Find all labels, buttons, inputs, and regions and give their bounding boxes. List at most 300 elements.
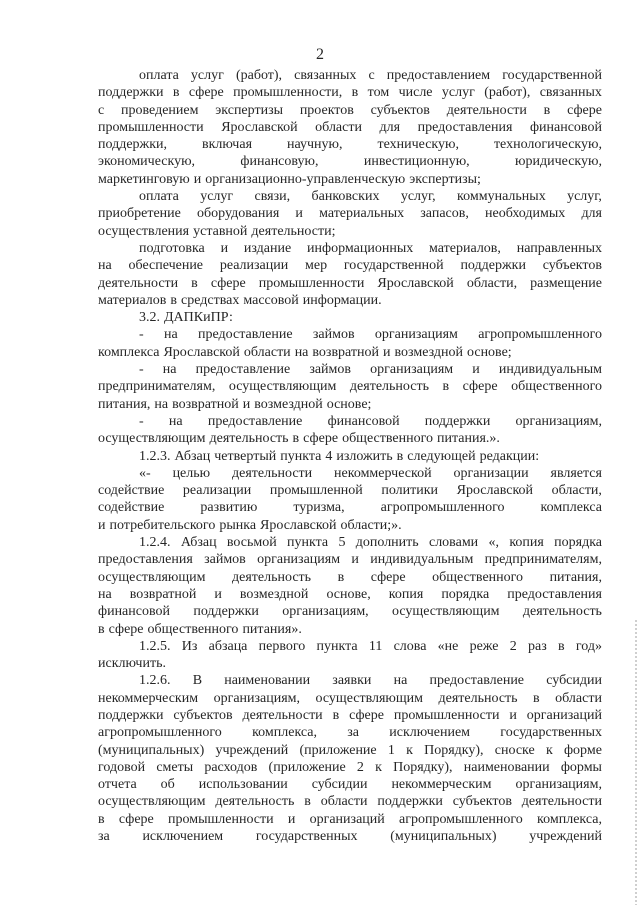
word: в — [191, 275, 198, 291]
word: государственных — [500, 725, 602, 741]
text-line — [98, 828, 602, 845]
word: индивидуальным — [498, 362, 602, 378]
word: Ярославской — [260, 517, 337, 533]
word: годовой — [98, 759, 146, 775]
text-line — [98, 102, 602, 119]
word: в — [332, 707, 340, 723]
word: потребительского — [109, 517, 216, 533]
word: исключить. — [98, 656, 166, 672]
word: области, — [466, 275, 518, 291]
word: реже — [469, 638, 499, 654]
word: пункта — [280, 448, 322, 464]
word: связанных — [294, 68, 357, 83]
text-line — [98, 361, 602, 378]
word: Порядку), — [424, 742, 484, 758]
text-line — [98, 465, 602, 482]
word: области — [243, 344, 291, 360]
word: деятельность — [232, 569, 312, 585]
word: 2 — [356, 759, 364, 775]
text-line — [98, 153, 602, 170]
word: возмездной — [254, 396, 323, 412]
text-line — [98, 448, 602, 465]
word: сфере — [462, 379, 498, 395]
text-line — [98, 672, 602, 689]
word: учреждений — [529, 829, 602, 845]
word: включая — [201, 137, 253, 153]
text-line — [98, 707, 602, 724]
word: - — [139, 327, 144, 343]
word: обеспечение — [128, 258, 204, 274]
word: в — [557, 638, 565, 654]
word: проектов — [299, 102, 354, 118]
text-line — [98, 67, 602, 84]
word: целью — [172, 465, 211, 481]
word: промышленности — [393, 707, 500, 723]
word: информационных — [307, 240, 414, 256]
word: области — [555, 690, 602, 706]
word: 1 — [387, 742, 395, 758]
word: организациям, — [515, 413, 602, 429]
word: организациям — [257, 552, 341, 568]
word: области, — [551, 483, 602, 499]
word: ДАПКиПР: — [164, 310, 233, 326]
word: организациям — [374, 327, 458, 343]
text-line — [98, 811, 602, 828]
word: возвратной — [129, 586, 197, 602]
word: словами — [428, 535, 479, 551]
word: некоммерческим — [391, 777, 492, 793]
word: исключением — [142, 829, 224, 845]
word: оборудования — [197, 206, 280, 222]
word: комплекса — [98, 344, 160, 360]
word: технологическую, — [493, 137, 602, 153]
word: оплата — [139, 189, 179, 205]
text-line — [98, 621, 602, 638]
text-line — [98, 119, 602, 136]
word: деятельности; — [251, 223, 336, 239]
word: порядка — [441, 586, 490, 602]
text-line — [98, 655, 602, 672]
word: в — [170, 292, 177, 308]
word: учреждений — [215, 742, 289, 758]
text-line — [98, 378, 602, 395]
word: порядка — [554, 535, 602, 551]
word: и — [242, 396, 251, 412]
word: необходимых — [485, 206, 566, 222]
word: экспертизы; — [409, 171, 481, 187]
text-line — [98, 171, 602, 188]
word: основе; — [467, 344, 512, 360]
word: и — [295, 206, 303, 222]
word: в — [337, 569, 345, 585]
word: отчета — [98, 777, 137, 793]
word: Ярославской — [456, 483, 534, 499]
word: с — [368, 68, 375, 83]
word: В — [192, 673, 203, 689]
word: поддержки — [460, 258, 526, 274]
word: следующей — [407, 448, 476, 464]
word: Ярославской — [221, 119, 298, 135]
word: реализации — [182, 483, 252, 499]
text-line — [98, 499, 602, 516]
word: для — [581, 206, 602, 222]
text-line — [98, 482, 602, 499]
text-line — [98, 586, 602, 603]
word: поддержки — [193, 604, 259, 620]
word: индивидуальным — [370, 552, 474, 568]
word: организациям, — [515, 777, 602, 793]
word: Из — [181, 638, 198, 654]
word: использовании — [198, 777, 288, 793]
word: возмездной — [394, 344, 463, 360]
word: финансовой — [327, 413, 400, 429]
word: наименовании — [224, 673, 311, 689]
word: изложить — [336, 448, 393, 464]
word: деятельности — [242, 707, 323, 723]
word: промышленной — [269, 483, 363, 499]
word: - — [139, 413, 144, 429]
word: к — [375, 759, 382, 775]
word: - — [139, 362, 144, 378]
word: основе; — [326, 396, 372, 412]
word: экспертизы — [215, 102, 284, 118]
text-line — [98, 569, 602, 586]
word: общественного — [432, 569, 524, 585]
word: за — [98, 829, 110, 845]
word: организациям, — [213, 690, 301, 706]
text-line — [98, 309, 602, 326]
word: предоставление — [429, 673, 525, 689]
word: области — [320, 794, 368, 810]
text-line — [98, 223, 602, 240]
word: агропромышленного — [380, 500, 505, 516]
text-line — [98, 326, 602, 343]
word: на — [393, 673, 408, 689]
word: предоставления — [417, 119, 513, 135]
word: предоставление — [207, 413, 303, 429]
word: предоставлением — [386, 68, 491, 83]
word: финансовую, — [240, 154, 319, 170]
word: приобретение — [98, 206, 181, 222]
word: деятельность — [349, 379, 429, 395]
word: и — [509, 707, 517, 723]
word: деятельность — [209, 431, 289, 447]
word: абзаца — [208, 638, 248, 654]
word: Ярославской — [377, 275, 454, 291]
word: расходов — [204, 759, 258, 775]
word: сфере — [349, 707, 384, 723]
word: на — [162, 362, 177, 378]
word: в — [172, 85, 180, 101]
word: возвратной — [312, 344, 380, 360]
word: услуг — [441, 85, 475, 101]
word: сноске — [494, 742, 535, 758]
word: направленных — [516, 240, 602, 256]
word: Ярославской — [163, 344, 240, 360]
text-line — [98, 413, 602, 430]
word: (муниципальных) — [390, 829, 497, 845]
word: и — [351, 552, 359, 568]
word: и — [383, 344, 391, 360]
text-line — [98, 638, 602, 655]
text-line — [98, 240, 602, 257]
word: (работ), — [484, 85, 531, 101]
word: и — [287, 811, 296, 827]
word: комплекса, — [252, 725, 318, 741]
word: средствах — [181, 292, 240, 308]
word: банковских — [311, 189, 380, 205]
word: развитию — [200, 500, 258, 516]
word: копия — [509, 535, 544, 551]
word: об — [160, 777, 175, 793]
word: питания». — [242, 621, 302, 637]
word: проведением — [121, 102, 199, 118]
word: уставной — [193, 223, 248, 239]
word: организациям, — [282, 604, 369, 620]
word: маркетинговую — [98, 171, 190, 187]
word: деятельность — [522, 604, 602, 620]
word: области;». — [340, 517, 402, 533]
word: Абзац — [174, 448, 211, 464]
word: займов — [309, 362, 352, 378]
word: к — [545, 742, 553, 758]
word: в — [98, 621, 105, 637]
word: мер — [305, 258, 328, 274]
word: субъектов — [542, 258, 602, 274]
word: информации. — [302, 292, 382, 308]
word: связанных — [539, 85, 602, 101]
word: осуществляющим — [392, 604, 500, 620]
word: предоставления — [98, 552, 193, 568]
word: поддержки, — [98, 137, 168, 153]
word: наименовании — [463, 759, 550, 775]
word: сфере — [188, 85, 224, 101]
word: в — [292, 431, 300, 447]
word: политики — [381, 483, 439, 499]
word: и — [214, 586, 222, 602]
word: промышленности — [98, 119, 204, 135]
text-line — [98, 551, 602, 568]
word: 1.2.5. — [139, 638, 171, 654]
word: поддержки — [98, 707, 164, 723]
word: 1.2.6. — [139, 673, 171, 689]
text-line — [98, 793, 602, 810]
word: некоммерческой — [334, 465, 432, 481]
text-line — [98, 603, 602, 620]
word: материалов, — [429, 240, 501, 256]
word: на — [168, 413, 183, 429]
word: форме — [563, 742, 602, 758]
word: общественного — [342, 431, 433, 447]
word: к — [406, 742, 413, 758]
word: подготовка — [139, 240, 205, 256]
word: на — [154, 396, 169, 412]
word: услуг — [200, 189, 234, 205]
word: раз — [527, 638, 547, 654]
word: содействие — [98, 483, 165, 499]
word: сфере — [108, 621, 144, 637]
word: том — [367, 85, 390, 101]
word: в — [543, 102, 551, 118]
word: является — [550, 465, 602, 481]
word: услуг, — [567, 189, 602, 205]
word: сфере — [210, 275, 246, 291]
word: с — [98, 102, 105, 118]
word: запасов, — [420, 206, 469, 222]
word: год» — [575, 638, 602, 654]
text-line — [98, 292, 602, 309]
word: агропромышленного — [399, 811, 523, 827]
word: предпринимателям, — [484, 552, 602, 568]
word: услуг, — [400, 189, 436, 205]
word: сфере — [118, 811, 154, 827]
word: предоставления — [507, 586, 602, 602]
word: на — [98, 258, 112, 274]
word: возвратной — [172, 396, 239, 412]
word: сфере — [370, 569, 406, 585]
word: Порядку), — [393, 759, 453, 775]
text-line — [98, 84, 602, 101]
word: организациям — [370, 362, 454, 378]
word: «- — [139, 465, 151, 481]
word: общественного — [147, 621, 239, 637]
word: сфере — [303, 431, 339, 447]
word: питания, — [549, 569, 602, 585]
text-line — [98, 396, 602, 413]
word: некоммерческим — [98, 690, 199, 706]
word: (приложение — [299, 742, 377, 758]
scan-edge-artifact — [635, 620, 637, 905]
word: питания.». — [436, 431, 500, 447]
word: в — [533, 690, 540, 706]
word: «не — [437, 638, 459, 654]
word: осуществляющим — [315, 690, 424, 706]
word: на — [294, 344, 309, 360]
word: поддержки — [424, 413, 491, 429]
word: поддержки — [377, 794, 443, 810]
word: осуществляющим — [98, 794, 206, 810]
word: 1.2.4. — [139, 535, 171, 551]
word: массовой — [243, 292, 299, 308]
word: питания, — [98, 396, 151, 412]
text-line — [98, 690, 602, 707]
text-line — [98, 534, 602, 551]
text-line — [98, 344, 602, 361]
word: техническую, — [377, 137, 459, 153]
text-line — [98, 136, 602, 153]
word: (приложение — [268, 759, 346, 775]
word: организаций — [526, 707, 602, 723]
word: субсидии — [546, 673, 602, 689]
word: 5 — [338, 535, 346, 551]
word: комплекса, — [537, 811, 602, 827]
word: для — [379, 119, 401, 135]
word: организаций — [309, 811, 385, 827]
text-line — [98, 275, 602, 292]
word: за — [347, 725, 360, 741]
word: субъектов — [452, 794, 512, 810]
document-body — [98, 67, 602, 845]
word: оплата — [139, 68, 179, 83]
word: государственной — [343, 258, 444, 274]
text-line — [98, 430, 602, 447]
word: деятельности — [446, 102, 527, 118]
word: научную, — [286, 137, 343, 153]
word: субсидии — [311, 777, 368, 793]
text-line — [98, 257, 602, 274]
word: комплекса — [540, 500, 602, 516]
word: государственной — [502, 68, 602, 83]
word: общественного — [511, 379, 602, 395]
word: деятельности — [98, 275, 179, 291]
word: предпринимателям, — [98, 379, 216, 395]
word: осуществляющим — [98, 569, 206, 585]
word: осуществления — [98, 223, 190, 239]
word: осуществляющим — [228, 379, 337, 395]
word: осуществляющим — [98, 431, 206, 447]
word: заявки — [332, 673, 372, 689]
word: восьмой — [226, 535, 277, 551]
word: промышленности, — [233, 85, 343, 101]
word: промышленности — [167, 811, 274, 827]
word: и — [220, 240, 229, 256]
word: в — [396, 448, 404, 464]
word: дополнить — [355, 535, 419, 551]
word: «, — [488, 535, 499, 551]
word: агропромышленного — [478, 327, 602, 343]
word: основе, — [326, 586, 371, 602]
word: займов — [312, 327, 355, 343]
word: деятельность — [438, 690, 518, 706]
word: пункта — [287, 535, 329, 551]
word: области — [315, 119, 362, 135]
word: числе — [398, 85, 433, 101]
word: материалов — [98, 292, 167, 308]
word: юридическую, — [515, 154, 602, 170]
text-line — [98, 776, 602, 793]
word: на — [98, 586, 112, 602]
word: пункта — [316, 638, 358, 654]
word: и — [472, 362, 480, 378]
word: займов — [204, 552, 246, 568]
text-line — [98, 724, 602, 741]
word: редакции: — [479, 448, 540, 464]
word: поддержки — [98, 85, 164, 101]
text-line — [98, 188, 602, 205]
word: организации — [453, 465, 529, 481]
text-line — [98, 517, 602, 534]
word: деятельность — [215, 794, 295, 810]
word: реализации — [219, 258, 289, 274]
word: государственных — [255, 829, 358, 845]
word: четвертый — [214, 448, 277, 464]
word: предоставление — [195, 362, 291, 378]
text-line — [98, 205, 602, 222]
word: в — [98, 811, 105, 827]
word: субъектов — [173, 707, 233, 723]
word: материальных — [319, 206, 405, 222]
word: туризма, — [293, 500, 345, 516]
word: и — [98, 517, 106, 533]
word: услуг — [190, 68, 224, 83]
word: 1.2.3. — [139, 448, 171, 464]
word: 3.2. — [139, 310, 160, 326]
word: коммунальных — [457, 189, 546, 205]
word: организационно-управленческую — [205, 171, 406, 187]
word: копия — [388, 586, 424, 602]
word: деятельности — [521, 794, 602, 810]
word: субъектов — [370, 102, 430, 118]
